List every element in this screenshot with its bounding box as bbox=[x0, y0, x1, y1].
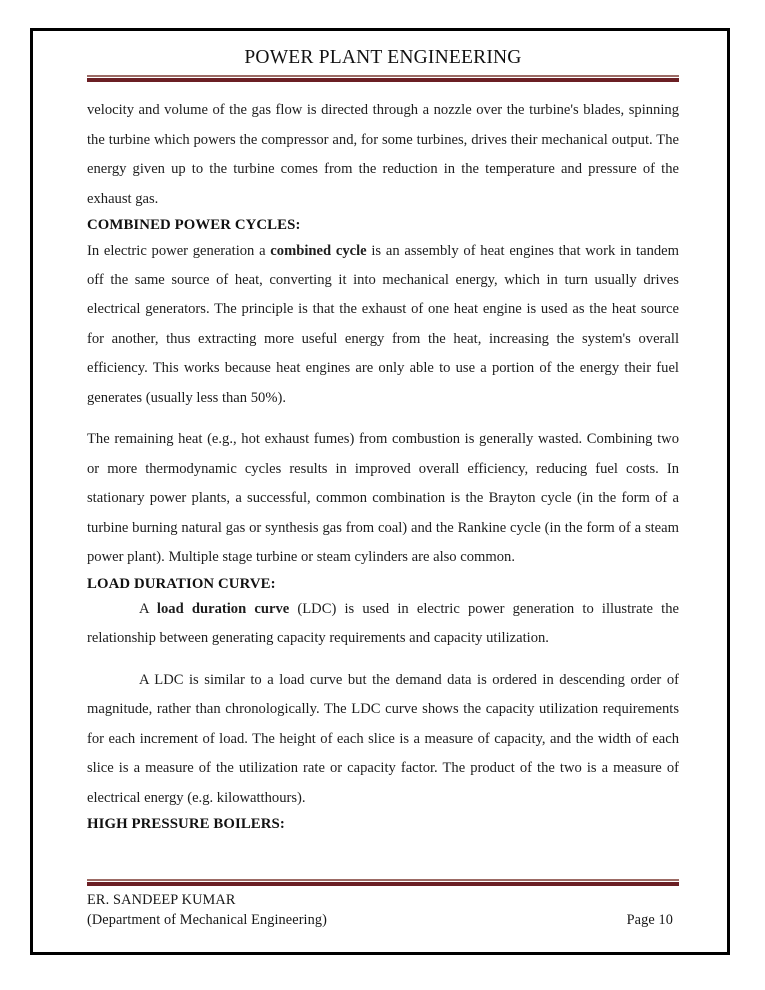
footer-author: ER. SANDEEP KUMAR bbox=[87, 892, 236, 909]
document-body bbox=[87, 96, 679, 835]
page-border-frame bbox=[30, 28, 730, 955]
emphasis-load-duration-curve: load duration curve bbox=[156, 600, 290, 617]
emphasis-combined-cycle: combined cycle bbox=[270, 242, 367, 259]
paragraph-combined-cycle bbox=[87, 237, 679, 414]
document-header bbox=[87, 41, 679, 82]
heading-combined-power-cycles: COMBINED POWER CYCLES: bbox=[87, 217, 301, 234]
text-run: A bbox=[139, 600, 157, 617]
footer-page-number: Page 10 bbox=[626, 911, 673, 928]
text-run: is an assembly of heat engines that work in tandem off the same source of heat, converting it into mechanical energy, which in turn usually drives electrical generators. The principle is that the exhaust of one heat engine is used as the heat source for another, thus extracting more useful energy from the heat, increasing the system's overall efficiency. This works because heat engines are only able to use a portion of the energy their fuel generates (usually less than 50%). bbox=[87, 242, 680, 406]
document-footer bbox=[87, 872, 679, 930]
footer-divider bbox=[87, 879, 679, 886]
paragraph-ldc-description: A LDC is similar to a load curve but the demand data is ordered in descending order of magnitude, rather than chronologically. The LDC curve shows the capacity utilization requirements for each increment of load. The height of each slice is a measure of capacity, and the width of each slice is a measure of the utilization rate or capacity factor. The product of the two is a measure of electrical energy (e.g. kilowatthours). bbox=[87, 671, 679, 806]
paragraph-turbine-intro: velocity and volume of the gas flow is directed through a nozzle over the turbine's blades, spinning the turbine which powers the compressor and, for some turbines, drives their mechanical output. The energy given up to the turbine comes from the reduction in the temperature and pressure of the exhaust gas. bbox=[87, 102, 679, 207]
footer-divider-thick-line bbox=[87, 882, 679, 886]
page-content-area bbox=[87, 41, 679, 946]
page-title: POWER PLANT ENGINEERING bbox=[244, 47, 522, 68]
paragraph-remaining-heat: The remaining heat (e.g., hot exhaust fumes) from combustion is generally wasted. Combining two or more thermodynamic cycles results in improved overall efficiency, reducing fuel costs. In stationary power plants, a successful, common combination is the Brayton cycle (in the form of a turbine burning natural gas or synthesis gas from coal) and the Rankine cycle (in the form of a steam power plant). Multiple stage turbine or steam cylinders are also common. bbox=[87, 431, 679, 566]
heading-load-duration-curve: LOAD DURATION CURVE: bbox=[87, 575, 276, 592]
paragraph-ldc-definition bbox=[87, 595, 679, 654]
header-divider-thick-line bbox=[87, 78, 679, 82]
text-run: In electric power generation a bbox=[87, 242, 271, 259]
heading-high-pressure-boilers: HIGH PRESSURE BOILERS: bbox=[87, 816, 285, 833]
header-divider bbox=[87, 75, 679, 82]
footer-department: (Department of Mechanical Engineering) bbox=[87, 911, 327, 928]
footer-bottom-row bbox=[87, 911, 679, 930]
text-run: (LDC) is used in electric power generation to illustrate the relationship between generating capacity requirements and capacity utilization. bbox=[87, 600, 679, 647]
